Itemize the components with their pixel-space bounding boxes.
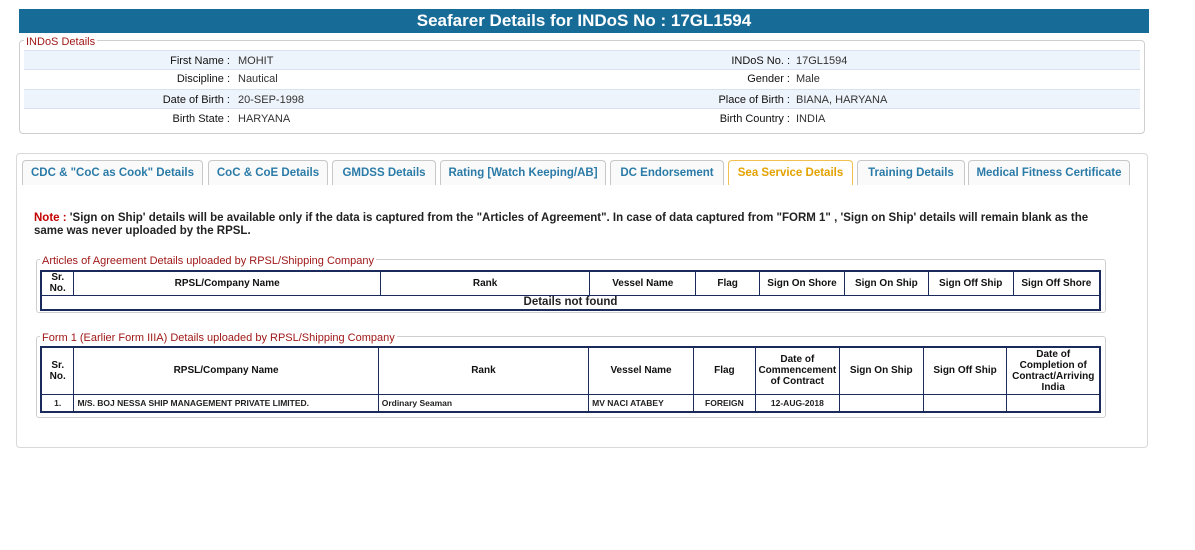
col-date-of-completion: Date of Completion of Contract/Arriving India — [1007, 347, 1100, 394]
table-header-row — [41, 271, 1100, 295]
col-sign-on-shore: Sign On Shore — [760, 271, 845, 295]
col-flag: Flag — [693, 347, 755, 394]
form1-table — [40, 346, 1101, 413]
tab-dc-endorsement[interactable]: DC Endorsement — [610, 160, 724, 185]
tab-cdc-coc-as-cook[interactable]: CDC & "CoC as Cook" Details — [22, 160, 203, 185]
cell-sign-on-ship — [839, 394, 923, 412]
col-flag: Flag — [696, 271, 760, 295]
cell-rank: Ordinary Seaman — [378, 394, 588, 412]
cell-date-of-commencement: 12-AUG-2018 — [755, 394, 839, 412]
col-sr-no: Sr. No. — [41, 271, 74, 295]
articles-table — [40, 270, 1101, 311]
indos-no-value: 17GL1594 — [796, 55, 848, 67]
cell-company-name: M/S. BOJ NESSA SHIP MANAGEMENT PRIVATE LIMITED. — [74, 394, 378, 412]
col-sign-off-shore: Sign Off Shore — [1013, 271, 1100, 295]
col-sign-off-ship: Sign Off Ship — [923, 347, 1007, 394]
note-label: Note : — [34, 212, 67, 224]
tab-sea-service[interactable]: Sea Service Details — [728, 160, 853, 185]
col-company-name: RPSL/Company Name — [74, 271, 380, 295]
tab-rating-watch-keeping[interactable]: Rating [Watch Keeping/AB] — [440, 160, 606, 185]
discipline-value: Nautical — [238, 73, 278, 85]
first-name-value: MOHIT — [238, 55, 274, 67]
discipline-label: Discipline : — [176, 73, 230, 85]
date-of-birth-label: Date of Birth : — [162, 94, 230, 106]
info-row — [24, 109, 1140, 129]
birth-state-label: Birth State : — [172, 113, 230, 125]
tab-medical-fitness[interactable]: Medical Fitness Certificate — [968, 160, 1130, 185]
birth-country-label: Birth Country : — [719, 113, 790, 125]
gender-label: Gender : — [747, 73, 790, 85]
col-rank: Rank — [378, 347, 588, 394]
cell-date-of-completion — [1007, 394, 1100, 412]
tab-coc-coe[interactable]: CoC & CoE Details — [208, 160, 328, 185]
sign-on-ship-note — [34, 212, 1119, 238]
info-row — [24, 50, 1140, 70]
info-row — [24, 89, 1140, 109]
indos-no-label: INDoS No. : — [731, 55, 790, 67]
indos-details-legend: INDoS Details — [26, 36, 96, 48]
cell-vessel-name: MV NACI ATABEY — [589, 394, 694, 412]
articles-legend: Articles of Agreement Details uploaded by RPSL/Shipping Company — [42, 255, 375, 267]
col-sign-on-ship: Sign On Ship — [844, 271, 928, 295]
date-of-birth-value: 20-SEP-1998 — [238, 94, 305, 106]
place-of-birth-label: Place of Birth : — [718, 94, 790, 106]
first-name-label: First Name : — [170, 55, 230, 67]
info-row — [24, 69, 1140, 89]
details-not-found-message: Details not found — [41, 295, 1100, 310]
col-vessel-name: Vessel Name — [590, 271, 696, 295]
col-vessel-name: Vessel Name — [589, 347, 694, 394]
place-of-birth-value: BIANA, HARYANA — [796, 94, 888, 106]
col-rank: Rank — [380, 271, 590, 295]
form1-legend: Form 1 (Earlier Form IIIA) Details uploaded by RPSL/Shipping Company — [42, 332, 395, 344]
col-sr-no: Sr. No. — [41, 347, 74, 394]
col-sign-off-ship: Sign Off Ship — [928, 271, 1013, 295]
birth-country-value: INDIA — [796, 113, 826, 125]
col-sign-on-ship: Sign On Ship — [839, 347, 923, 394]
birth-state-value: HARYANA — [238, 113, 291, 125]
col-date-of-commencement: Date of Commencement of Contract — [755, 347, 839, 394]
table-header-row — [41, 347, 1100, 394]
table-row — [41, 394, 1100, 412]
cell-flag: FOREIGN — [693, 394, 755, 412]
cell-sr-no: 1. — [41, 394, 74, 412]
tab-gmdss[interactable]: GMDSS Details — [332, 160, 436, 185]
note-text: 'Sign on Ship' details will be available only if the data is captured from the "Articles of Agreement". In case of data captured from "FORM 1" , 'Sign on Ship' details will remain blank as the same was never uploaded by the RPSL. — [34, 212, 1089, 237]
cell-sign-off-ship — [923, 394, 1007, 412]
table-row — [41, 295, 1100, 310]
tab-training[interactable]: Training Details — [857, 160, 965, 185]
col-company-name: RPSL/Company Name — [74, 347, 378, 394]
gender-value: Male — [796, 73, 820, 85]
page-title: Seafarer Details for INDoS No : 17GL1594 — [19, 9, 1149, 33]
